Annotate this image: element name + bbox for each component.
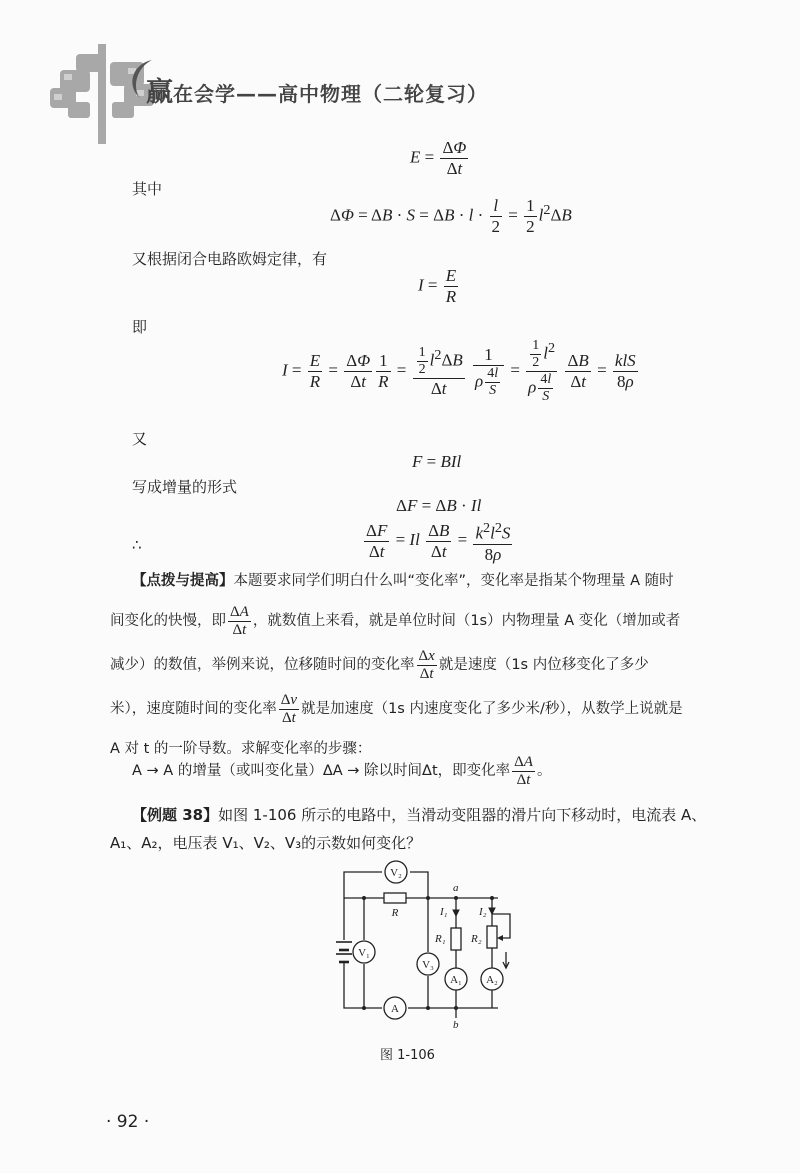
equation-force-rate: $\frac{\Delta F}{\Delta t}$ = Il $\frac{\Delta B}{\Delta t}$ = $\frac{k^2l^2S}{8\rho}$ bbox=[366, 520, 511, 564]
figure-caption: 图 1-106 bbox=[380, 1048, 435, 1063]
tips-paragraph-2 bbox=[110, 602, 730, 768]
page-number: · 92 · bbox=[106, 1112, 150, 1132]
header-logo-char: 赢 bbox=[146, 77, 173, 108]
equation-ohm: I = $\frac{E}{R}$ bbox=[418, 266, 457, 306]
tips-label: 【点拨与提高】 bbox=[132, 573, 234, 589]
label-r1: R₁ bbox=[435, 933, 446, 945]
equation-flux: ΔΦ = ΔB · S = ΔB · l · $\frac{l}{2}$ = $\frac{1}{2}$ $l^2\Delta B$ bbox=[330, 196, 572, 236]
tips-line-3: 减少）的数值，举例来说，位移随时间的变化率 $\frac{\Delta x}{\Delta t}$ 就是速度（1s 内位移变化了多少 bbox=[110, 647, 649, 682]
text-therefore: ∴ bbox=[132, 536, 142, 554]
tips-line-6: A → A 的增量（或叫变化量）ΔA → 除以时间Δt，即变化率 $\frac{\Delta A}{\Delta t}$ 。 bbox=[132, 753, 552, 788]
page-header bbox=[0, 0, 520, 130]
label-i1: I₁ bbox=[440, 906, 448, 918]
equation-delta-force: ΔF = ΔB · Il bbox=[396, 496, 482, 515]
label-a: a bbox=[453, 882, 459, 894]
header-title bbox=[146, 70, 488, 109]
label-v2: V₂ bbox=[390, 867, 402, 879]
example-paragraph-2 bbox=[110, 824, 730, 862]
tips-line-5: A 对 t 的一阶导数。求解变化率的步骤： bbox=[110, 741, 372, 757]
text-ohm-intro: 又根据闭合电路欧姆定律，有 bbox=[132, 250, 328, 268]
header-title-text: 在会学——高中物理（二轮复习） bbox=[173, 82, 488, 106]
tips-line-2: 间变化的快慢，即 $\frac{\Delta A}{\Delta t}$ ，就数值上来看，就是单位时间（1s）内物理量 A 变化（增加或者 bbox=[110, 603, 681, 638]
tips-paragraph bbox=[132, 562, 752, 600]
tips-line-1: 【点拨与提高】本题要求同学们明白什么叫“变化率”，变化率是指某个物理量 A 随时 bbox=[132, 573, 674, 589]
text-ji: 即 bbox=[132, 318, 148, 336]
circuit-diagram bbox=[320, 858, 520, 1034]
label-ammeter: A bbox=[391, 1003, 399, 1015]
label-v3: V₃ bbox=[422, 959, 434, 971]
label-b: b bbox=[453, 1019, 459, 1031]
text-you: 又 bbox=[132, 430, 148, 448]
label-a2: A₂ bbox=[486, 974, 498, 986]
text-increment-form: 写成增量的形式 bbox=[132, 478, 238, 496]
label-r: R bbox=[391, 907, 399, 919]
example-line-2: A₁、A₂，电压表 V₁、V₂、V₃的示数如何变化？ bbox=[110, 834, 422, 852]
tips-steps bbox=[132, 752, 752, 790]
equation-emf: E = $\frac{\Delta\Phi}{\Delta t}$ bbox=[410, 138, 467, 178]
label-i2: I₂ bbox=[479, 906, 487, 918]
example-label: 【例题 38】 bbox=[132, 806, 219, 824]
label-v1: V₁ bbox=[358, 947, 370, 959]
label-a1: A₁ bbox=[450, 974, 462, 986]
label-r2: R₂ bbox=[471, 933, 482, 945]
equation-current: I = $\frac{E}{R}$ = $\frac{\Delta\Phi}{\Delta t}$ $\frac{1}{R}$ = $\frac{1}{2}$ $l^2\Delta B$ Δt 1 ρ $\frac{4l}{S}$ = $\frac{1}{2}$ $l^2$ ρ $\frac{4l}{S}$ $\frac{\Delta B}{\Delta t}$ = $\frac{\text{klS}}{8\rho}$ bbox=[282, 338, 636, 405]
equation-force: F = BIl bbox=[412, 452, 462, 471]
example-line-1: 【例题 38】如图 1-106 所示的电路中，当滑动变阻器的滑片向下移动时，电流表 A、 bbox=[132, 806, 707, 824]
tips-line-4: 米），速度随时间的变化率 $\frac{\Delta v}{\Delta t}$ 就是加速度（1s 内速度变化了多少米/秒），从数学上说就是 bbox=[110, 691, 683, 726]
text-qizhong: 其中 bbox=[132, 180, 163, 198]
